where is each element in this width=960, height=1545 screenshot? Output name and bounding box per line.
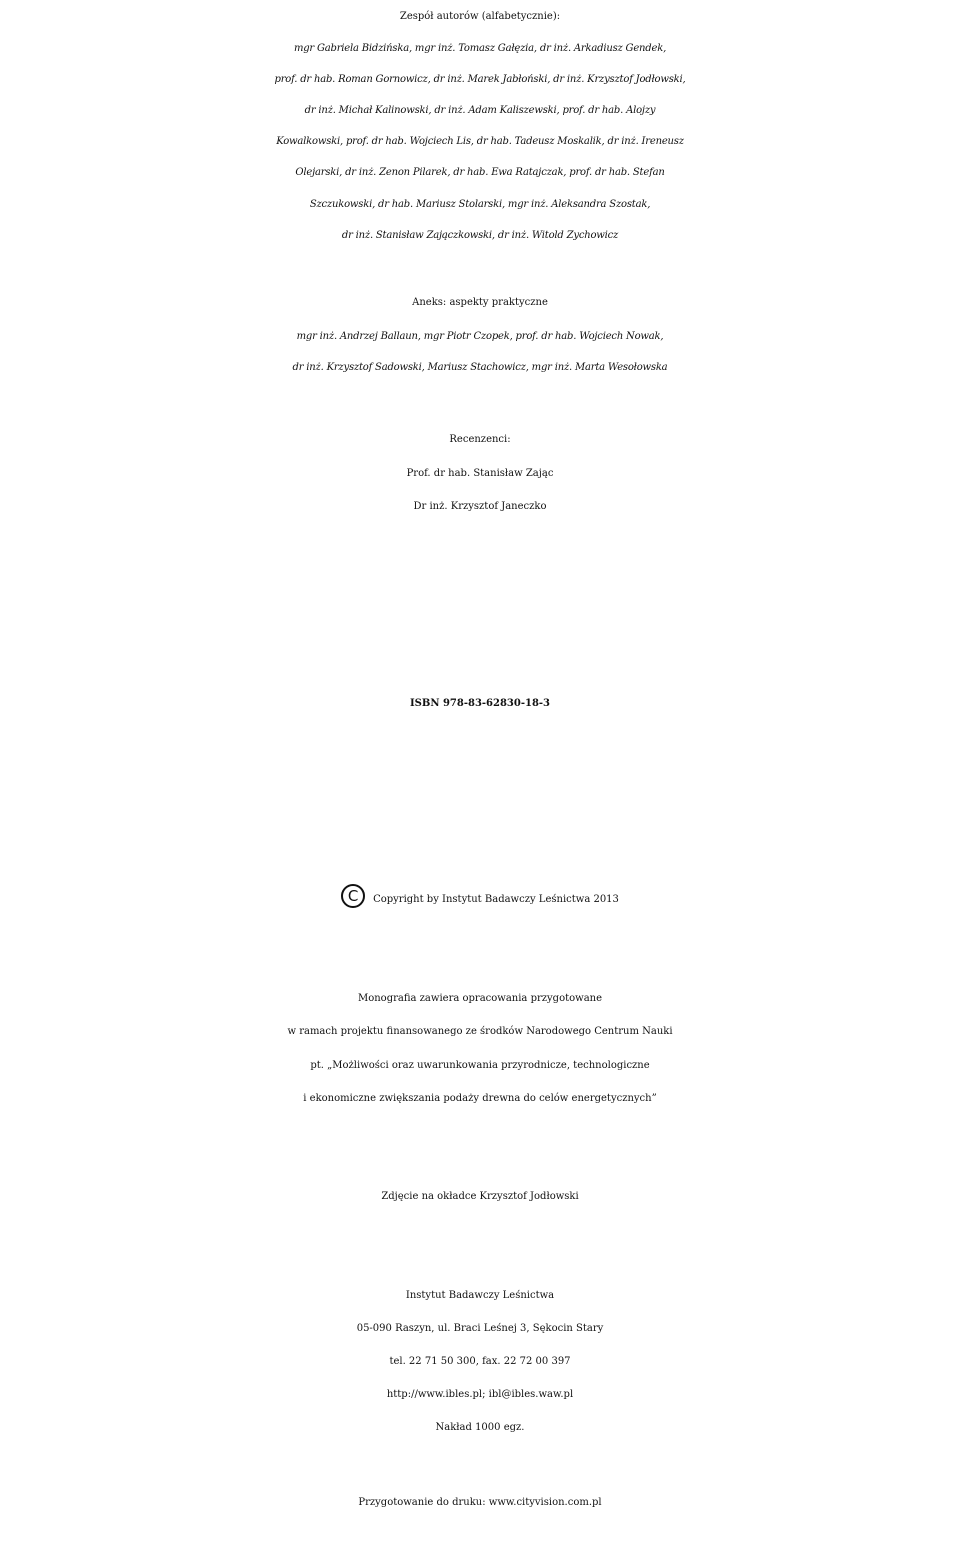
authors-line: Szczukowski, dr hab. Mariusz Stolarski, mgr inż. Aleksandra Szostak, (309, 199, 651, 210)
isbn: ISBN 978-83-62830-18-3 (409, 698, 551, 709)
reviewer: Dr inż. Krzysztof Janeczko (413, 501, 547, 512)
reviewers-heading: Recenzenci: (449, 434, 511, 445)
authors-line: dr inż. Michał Kalinowski, dr inż. Adam Kaliszewski, prof. dr hab. Alojzy (304, 105, 656, 116)
authors-line: Kowalkowski, prof. dr hab. Wojciech Lis, dr hab. Tadeusz Moskalik, dr inż. Ireneusz (276, 136, 684, 147)
authors-heading: Zespół autorów (alfabetycznie): (399, 11, 561, 22)
monograph-line: w ramach projektu finansowanego ze środków Narodowego Centrum Nauki (287, 1026, 673, 1037)
prepress-credit: Przygotowanie do druku: www.cityvision.com.pl (358, 1497, 602, 1508)
monograph-line: pt. „Możliwości oraz uwarunkowania przyrodnicze, technologiczne (310, 1060, 650, 1071)
monograph-line: Monografia zawiera opracowania przygotowane (357, 993, 603, 1004)
annex-line: dr inż. Krzysztof Sadowski, Mariusz Stachowicz, mgr inż. Marta Wesołowska (292, 362, 668, 373)
publisher-line: tel. 22 71 50 300, fax. 22 72 00 397 (389, 1356, 571, 1367)
authors-line: dr inż. Stanisław Zajączkowski, dr inż. Witold Zychowicz (341, 230, 619, 241)
copyright-text: Copyright by Instytut Badawczy Leśnictwa 2013 (373, 894, 619, 905)
publisher-line: http://www.ibles.pl; ibl@ibles.waw.pl (386, 1389, 574, 1400)
copyright-notice (0, 883, 960, 917)
authors-line: prof. dr hab. Roman Gornowicz, dr inż. Marek Jabłoński, dr inż. Krzysztof Jodłowski, (274, 74, 686, 85)
monograph-line: i ekonomiczne zwiększania podaży drewna do celów energetycznych” (303, 1093, 657, 1104)
publisher-line: Instytut Badawczy Leśnictwa (405, 1290, 555, 1301)
authors-line: mgr Gabriela Bidzińska, mgr inż. Tomasz Gałęzia, dr inż. Arkadiusz Gendek, (293, 43, 667, 54)
print-run: Nakład 1000 egz. (435, 1422, 525, 1433)
authors-line: Olejarski, dr inż. Zenon Pilarek, dr hab. Ewa Ratajczak, prof. dr hab. Stefan (295, 167, 665, 178)
reviewer: Prof. dr hab. Stanisław Zając (406, 468, 554, 479)
copyright-icon: C (341, 884, 365, 908)
annex-line: mgr inż. Andrzej Ballaun, mgr Piotr Czopek, prof. dr hab. Wojciech Nowak, (296, 331, 664, 342)
cover-photo-credit: Zdjęcie na okładce Krzysztof Jodłowski (381, 1191, 579, 1202)
annex-heading: Aneks: aspekty praktyczne (412, 297, 548, 308)
publisher-line: 05-090 Raszyn, ul. Braci Leśnej 3, Sękocin Stary (356, 1323, 604, 1334)
